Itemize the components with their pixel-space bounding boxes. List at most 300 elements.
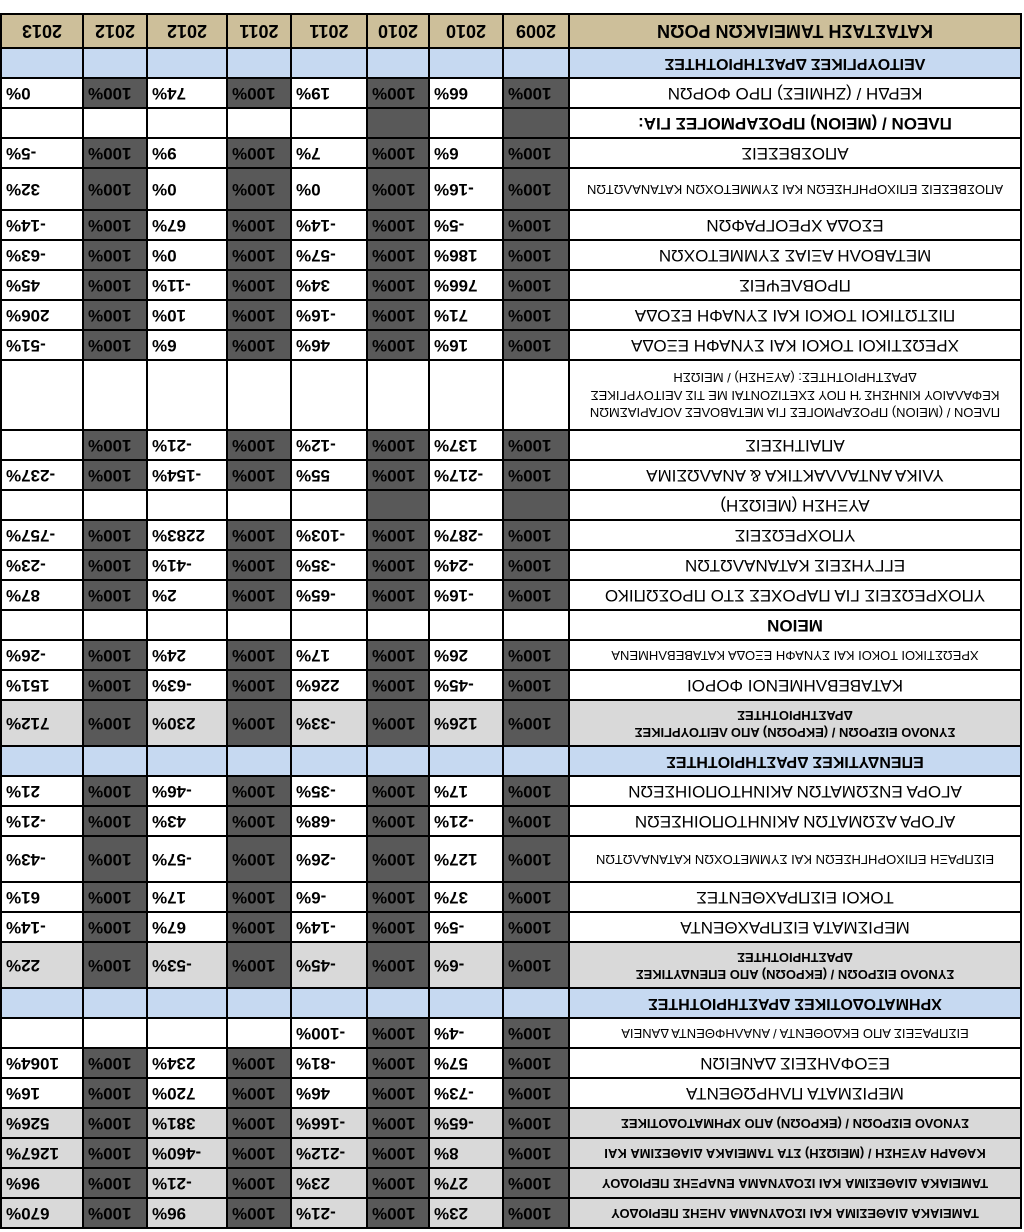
value-cell: 100% xyxy=(367,550,429,580)
value-cell: -43% xyxy=(1,836,83,882)
value-cell: 100% xyxy=(367,270,429,300)
value-cell: 100% xyxy=(227,430,291,460)
value-cell: -46% xyxy=(147,776,227,806)
row-label-line: ΣΥΝΟΛΟ ΕΙΣΡΟΩΝ / (ΕΚΡΟΩΝ) ΑΠΟ ΧΡΗΜΑΤΟΔΟΤΙΚΕΣ xyxy=(621,1116,969,1132)
value-cell: 46% xyxy=(291,1078,367,1108)
row-label: ΑΠΟΣΒΕΣΕΙΣ xyxy=(569,138,1021,168)
value-cell xyxy=(1,108,83,138)
value-cell xyxy=(147,610,227,640)
value-cell: 100% xyxy=(83,300,147,330)
value-cell: -212% xyxy=(291,1138,367,1168)
value-cell: 100% xyxy=(83,1048,147,1078)
value-cell xyxy=(291,360,367,430)
value-cell: 100% xyxy=(83,1168,147,1198)
value-cell: -12% xyxy=(291,430,367,460)
value-cell: 100% xyxy=(227,776,291,806)
value-cell: 100% xyxy=(367,1168,429,1198)
value-cell: -287% xyxy=(429,520,503,550)
row-label: ΥΠΟΧΡΕΩΣΕΙΣ ΓΙΑ ΠΑΡΟΧΕΣ ΣΤΟ ΠΡΟΣΩΠΙΚΟ xyxy=(569,580,1021,610)
value-cell: 23% xyxy=(429,1198,503,1228)
value-cell: 712% xyxy=(1,700,83,746)
value-cell: 230% xyxy=(147,700,227,746)
value-cell: -21% xyxy=(147,1168,227,1198)
value-cell: 57% xyxy=(429,1048,503,1078)
year-header: 2011 xyxy=(227,14,291,48)
section-row xyxy=(1,746,1021,776)
value-cell: -45% xyxy=(429,670,503,700)
value-cell: 100% xyxy=(367,776,429,806)
value-cell xyxy=(367,490,429,520)
value-cell: -26% xyxy=(291,836,367,882)
value-cell: 100% xyxy=(503,776,569,806)
row-label xyxy=(569,700,1021,746)
value-cell xyxy=(367,746,429,776)
value-cell: 100% xyxy=(367,1108,429,1138)
row-label: ΧΡΕΩΣΤΙΚΟΙ ΤΟΚΟΙ ΚΑΙ ΣΥΝΑΦΗ ΕΞΟΔΑ xyxy=(569,330,1021,360)
table-row xyxy=(1,270,1021,300)
value-cell xyxy=(83,48,147,78)
value-cell: 526% xyxy=(1,1108,83,1138)
value-cell xyxy=(83,746,147,776)
table-row xyxy=(1,1078,1021,1108)
value-cell: 100% xyxy=(83,460,147,490)
value-cell: 17% xyxy=(291,640,367,670)
cash-flow-table xyxy=(0,13,1022,1229)
value-cell: -26% xyxy=(1,640,83,670)
row-label: ΕΙΣΠΡΑΞΕΙΣ ΑΠΟ ΕΚΔΟΘΕΝΤΑ / ΑΝΑΛΗΦΘΕΝΤΑ ΔΑΝΕΙΑ xyxy=(569,1018,1021,1048)
row-label: ΑΥΞΗΣΗ (ΜΕΙΩΣΗ) xyxy=(569,490,1021,520)
value-cell: -73% xyxy=(429,1078,503,1108)
value-cell xyxy=(1,360,83,430)
value-cell: -16% xyxy=(291,300,367,330)
value-cell: 100% xyxy=(367,640,429,670)
row-label: ΜΕΡΙΣΜΑΤΑ ΕΙΣΠΡΑΧΘΕΝΤΑ xyxy=(569,912,1021,942)
value-cell: 100% xyxy=(83,78,147,108)
value-cell xyxy=(503,610,569,640)
value-cell: 21% xyxy=(1,776,83,806)
row-label: ΤΟΚΟΙ ΕΙΣΠΡΑΧΘΕΝΤΕΣ xyxy=(569,882,1021,912)
value-cell: 19% xyxy=(291,78,367,108)
value-cell: -4% xyxy=(429,1018,503,1048)
value-cell: 100% xyxy=(503,580,569,610)
value-cell: -21% xyxy=(429,806,503,836)
value-cell xyxy=(367,108,429,138)
value-cell: 100% xyxy=(83,882,147,912)
value-cell: 100% xyxy=(227,138,291,168)
value-cell xyxy=(1,490,83,520)
value-cell xyxy=(227,610,291,640)
year-header: 2012 xyxy=(83,14,147,48)
value-cell: 100% xyxy=(83,912,147,942)
value-cell xyxy=(83,1018,147,1048)
value-cell: 100% xyxy=(227,806,291,836)
value-cell: -53% xyxy=(147,942,227,988)
total-row xyxy=(1,700,1021,746)
value-cell: 100% xyxy=(503,912,569,942)
value-cell: 100% xyxy=(83,330,147,360)
row-label: ΠΡΟΒΛΕΨΕΙΣ xyxy=(569,270,1021,300)
value-cell: 100% xyxy=(503,640,569,670)
value-cell: 17% xyxy=(147,882,227,912)
value-cell: 100% xyxy=(227,700,291,746)
value-cell: 0% xyxy=(147,240,227,270)
value-cell: 100% xyxy=(503,882,569,912)
value-cell: -460% xyxy=(147,1138,227,1168)
row-label: ΜΕΙΟΝ xyxy=(569,610,1021,640)
value-cell: -63% xyxy=(147,670,227,700)
value-cell: -51% xyxy=(1,330,83,360)
value-cell: -5% xyxy=(429,210,503,240)
table-row xyxy=(1,550,1021,580)
row-label: ΚΕΡΔΗ / (ΖΗΜΙΕΣ) ΠΡΟ ΦΟΡΩΝ xyxy=(569,78,1021,108)
value-cell xyxy=(367,610,429,640)
row-label-line: ΔΡΑΣΤΗΡΙΟΤΗΤΕΣ xyxy=(737,950,853,965)
value-cell xyxy=(147,490,227,520)
value-cell: 1267% xyxy=(1,1138,83,1168)
value-cell: 100% xyxy=(367,430,429,460)
value-cell: 100% xyxy=(367,942,429,988)
value-cell: -237% xyxy=(1,460,83,490)
value-cell xyxy=(147,988,227,1018)
value-cell: -65% xyxy=(291,580,367,610)
value-cell: -14% xyxy=(1,912,83,942)
row-label: ΠΛΕΟΝ / (ΜΕΙΟΝ) ΠΡΟΣΑΡΜΟΓΕΣ ΓΙΑ: xyxy=(569,108,1021,138)
table-row xyxy=(1,78,1021,108)
value-cell: -757% xyxy=(1,520,83,550)
table-row xyxy=(1,580,1021,610)
value-cell xyxy=(367,360,429,430)
value-cell: 100% xyxy=(367,138,429,168)
row-label: ΚΑΤΑΒΕΒΛΗΜΕΝΟΙ ΦΟΡΟΙ xyxy=(569,670,1021,700)
row-label: ΥΛΙΚΑ ΑΝΤΑΛΛΑΚΤΙΚΑ & ΑΝΑΛΩΣΙΜΑ xyxy=(569,460,1021,490)
value-cell: 137% xyxy=(429,430,503,460)
value-cell: 100% xyxy=(227,210,291,240)
value-cell: 100% xyxy=(227,78,291,108)
value-cell xyxy=(429,360,503,430)
value-cell xyxy=(147,746,227,776)
value-cell: 100% xyxy=(503,1018,569,1048)
value-cell: 2% xyxy=(147,580,227,610)
value-cell xyxy=(227,360,291,430)
value-cell: 74% xyxy=(147,78,227,108)
row-label: ΕΣΟΔΑ ΧΡΕΟΓΡΑΦΩΝ xyxy=(569,210,1021,240)
value-cell: -23% xyxy=(1,550,83,580)
value-cell xyxy=(429,490,503,520)
row-label: ΛΕΙΤΟΥΡΓΙΚΕΣ ΔΡΑΣΤΗΡΙΟΤΗΤΕΣ xyxy=(569,48,1021,78)
value-cell xyxy=(1,988,83,1018)
table-row xyxy=(1,640,1021,670)
table-row xyxy=(1,460,1021,490)
value-cell: 100% xyxy=(503,168,569,210)
row-label: ΑΠΟΣΒΕΣΕΙΣ ΕΠΙΧΟΡΗΓΗΣΕΩΝ ΚΑΙ ΣΥΜΜΕΤΟΧΩΝ ΚΑΤΑΝΑΛΩΤΩΝ xyxy=(569,168,1021,210)
value-cell: 46% xyxy=(291,330,367,360)
value-cell: 17% xyxy=(429,776,503,806)
value-cell: 766% xyxy=(429,270,503,300)
value-cell: 100% xyxy=(227,1078,291,1108)
row-label xyxy=(569,1168,1021,1198)
value-cell: 100% xyxy=(227,836,291,882)
value-cell: -14% xyxy=(291,210,367,240)
value-cell: 100% xyxy=(367,836,429,882)
value-cell: 206% xyxy=(1,300,83,330)
value-cell xyxy=(291,48,367,78)
value-cell xyxy=(83,360,147,430)
value-cell: 100% xyxy=(367,240,429,270)
value-cell xyxy=(227,490,291,520)
value-cell: 100% xyxy=(503,942,569,988)
value-cell: 100% xyxy=(83,836,147,882)
value-cell: 100% xyxy=(83,1198,147,1228)
value-cell: -35% xyxy=(291,550,367,580)
value-cell: 100% xyxy=(227,1168,291,1198)
value-cell: 670% xyxy=(1,1198,83,1228)
value-cell: -63% xyxy=(1,240,83,270)
value-cell: 100% xyxy=(83,942,147,988)
value-cell: 7% xyxy=(291,138,367,168)
table-row xyxy=(1,912,1021,942)
value-cell: 26% xyxy=(429,640,503,670)
value-cell: -5% xyxy=(429,912,503,942)
value-cell: 100% xyxy=(83,1138,147,1168)
value-cell: -11% xyxy=(147,270,227,300)
value-cell: 100% xyxy=(367,300,429,330)
value-cell: 100% xyxy=(367,1198,429,1228)
value-cell: 34% xyxy=(291,270,367,300)
value-cell: -217% xyxy=(429,460,503,490)
value-cell xyxy=(83,988,147,1018)
value-cell: 100% xyxy=(367,460,429,490)
value-cell xyxy=(503,48,569,78)
value-cell: 100% xyxy=(503,1138,569,1168)
value-cell xyxy=(429,610,503,640)
value-cell xyxy=(227,988,291,1018)
row-label: ΕΓΓΥΗΣΕΙΣ ΚΑΤΑΝΑΛΩΤΩΝ xyxy=(569,550,1021,580)
total-row xyxy=(1,1198,1021,1228)
year-header: 2009 xyxy=(503,14,569,48)
value-cell: 37% xyxy=(429,882,503,912)
value-cell: 186% xyxy=(429,240,503,270)
value-cell xyxy=(147,360,227,430)
table-row xyxy=(1,670,1021,700)
value-cell: 100% xyxy=(503,138,569,168)
value-cell: 100% xyxy=(83,806,147,836)
value-cell: 100% xyxy=(367,670,429,700)
value-cell: 100% xyxy=(227,640,291,670)
value-cell: 100% xyxy=(227,670,291,700)
value-cell: 100% xyxy=(227,1198,291,1228)
value-cell: 0% xyxy=(147,168,227,210)
value-cell: 22% xyxy=(1,942,83,988)
row-label: ΜΕΤΑΒΟΛΗ ΑΞΙΑΣ ΣΥΜΜΕΤΟΧΩΝ xyxy=(569,240,1021,270)
value-cell xyxy=(1,1018,83,1048)
value-cell xyxy=(503,490,569,520)
value-cell xyxy=(291,746,367,776)
value-cell xyxy=(147,1018,227,1048)
value-cell xyxy=(227,108,291,138)
table-row xyxy=(1,330,1021,360)
value-cell: 100% xyxy=(83,430,147,460)
value-cell: 100% xyxy=(83,520,147,550)
table-row xyxy=(1,108,1021,138)
value-cell xyxy=(83,490,147,520)
value-cell xyxy=(429,988,503,1018)
value-cell: -57% xyxy=(291,240,367,270)
value-cell xyxy=(291,490,367,520)
value-cell: 151% xyxy=(1,670,83,700)
value-cell: 100% xyxy=(503,270,569,300)
value-cell: 43% xyxy=(147,806,227,836)
value-cell: -45% xyxy=(291,942,367,988)
value-cell xyxy=(503,360,569,430)
total-row xyxy=(1,1138,1021,1168)
value-cell: 100% xyxy=(227,1048,291,1078)
value-cell: 100% xyxy=(83,168,147,210)
value-cell xyxy=(1,430,83,460)
value-cell: 100% xyxy=(367,520,429,550)
value-cell: 226% xyxy=(291,670,367,700)
value-cell: -24% xyxy=(429,550,503,580)
value-cell xyxy=(429,746,503,776)
value-cell: 96% xyxy=(1,1168,83,1198)
value-cell: 100% xyxy=(367,912,429,942)
value-cell: 45% xyxy=(1,270,83,300)
value-cell: 100% xyxy=(503,240,569,270)
value-cell: 100% xyxy=(83,240,147,270)
row-label: ΑΠΑΙΤΗΣΕΙΣ xyxy=(569,430,1021,460)
table-row xyxy=(1,520,1021,550)
value-cell: 100% xyxy=(503,550,569,580)
value-cell xyxy=(1,610,83,640)
value-cell: 100% xyxy=(227,942,291,988)
value-cell: 16% xyxy=(429,330,503,360)
value-cell xyxy=(147,108,227,138)
row-label-line: ΔΡΑΣΤΗΡΙΟΤΗΤΕΣ xyxy=(737,708,853,723)
value-cell: 16% xyxy=(1,1078,83,1108)
value-cell: 126% xyxy=(429,700,503,746)
table-row xyxy=(1,300,1021,330)
value-cell: 0% xyxy=(1,78,83,108)
value-cell: 100% xyxy=(503,78,569,108)
value-cell: -21% xyxy=(1,806,83,836)
year-header: 2012 xyxy=(147,14,227,48)
value-cell: -6% xyxy=(429,942,503,988)
value-cell xyxy=(83,108,147,138)
value-cell: 100% xyxy=(83,1108,147,1138)
value-cell: 100% xyxy=(367,806,429,836)
row-label xyxy=(569,1198,1021,1228)
value-cell xyxy=(1,746,83,776)
value-cell: 100% xyxy=(367,1078,429,1108)
value-cell: 100% xyxy=(367,78,429,108)
value-cell: -100% xyxy=(291,1018,367,1048)
value-cell: 100% xyxy=(503,1168,569,1198)
value-cell: 100% xyxy=(227,240,291,270)
table-row xyxy=(1,882,1021,912)
value-cell: 100% xyxy=(367,330,429,360)
header-row xyxy=(1,14,1021,48)
row-label: ΕΞΟΦΛΗΣΕΙΣ ΔΑΝΕΙΩΝ xyxy=(569,1048,1021,1078)
table-row xyxy=(1,836,1021,882)
value-cell: 100% xyxy=(367,1138,429,1168)
value-cell: 100% xyxy=(83,550,147,580)
value-cell: 100% xyxy=(83,670,147,700)
value-cell xyxy=(503,988,569,1018)
table-row xyxy=(1,168,1021,210)
value-cell: 87% xyxy=(1,580,83,610)
value-cell: 10% xyxy=(147,300,227,330)
value-cell: 100% xyxy=(227,1108,291,1138)
table-row xyxy=(1,490,1021,520)
value-cell: 100% xyxy=(367,210,429,240)
row-label-line: ΣΥΝΟΛΟ ΕΙΣΡΟΩΝ / (ΕΚΡΟΩΝ) ΑΠΟ ΕΠΕΝΔΥΤΙΚΕΣ xyxy=(635,966,955,982)
table-row xyxy=(1,138,1021,168)
value-cell: 100% xyxy=(367,1018,429,1048)
value-cell xyxy=(503,108,569,138)
section-row xyxy=(1,48,1021,78)
row-label xyxy=(569,942,1021,988)
value-cell: 55% xyxy=(291,460,367,490)
value-cell xyxy=(429,108,503,138)
row-label: ΧΡΗΜΑΤΟΔΟΤΙΚΕΣ ΔΡΑΣΤΗΡΙΟΤΗΤΕΣ xyxy=(569,988,1021,1018)
value-cell: 100% xyxy=(503,806,569,836)
section-row xyxy=(1,988,1021,1018)
row-label: ΕΙΣΠΡΑΞΗ ΕΠΙΧΟΡΗΓΗΣΕΩΝ ΚΑΙ ΣΥΜΜΕΤΟΧΩΝ ΚΑΤΑΝΑΛΩΤΩΝ xyxy=(569,836,1021,882)
value-cell xyxy=(503,746,569,776)
row-label-line: ΤΑΜΕΙΑΚΑ ΔΙΑΘΕΣΙΜΑ ΚΑΙ ΙΣΟΔΥΝΑΜΑ ΛΗΞΗΣ ΠΕΡΙΟΔΟΥ xyxy=(611,1206,979,1222)
value-cell xyxy=(367,988,429,1018)
value-cell: 720% xyxy=(147,1078,227,1108)
value-cell: -14% xyxy=(1,210,83,240)
value-cell: 100% xyxy=(83,640,147,670)
table-row xyxy=(1,360,1021,430)
value-cell: 100% xyxy=(83,776,147,806)
value-cell xyxy=(367,48,429,78)
value-cell: 100% xyxy=(227,1138,291,1168)
row-label xyxy=(569,1138,1021,1168)
value-cell: 100% xyxy=(503,670,569,700)
value-cell: 66% xyxy=(429,78,503,108)
row-label: ΑΓΟΡΑ ΑΣΩΜΑΤΩΝ ΑΚΙΝΗΤΟΠΟΙΗΣΕΩΝ xyxy=(569,806,1021,836)
value-cell xyxy=(227,1018,291,1048)
value-cell xyxy=(291,108,367,138)
value-cell: -41% xyxy=(147,550,227,580)
value-cell: 100% xyxy=(227,270,291,300)
value-cell: -21% xyxy=(147,430,227,460)
value-cell: 100% xyxy=(503,210,569,240)
value-cell: -21% xyxy=(291,1198,367,1228)
value-cell xyxy=(429,48,503,78)
value-cell xyxy=(227,48,291,78)
value-cell: 100% xyxy=(83,580,147,610)
value-cell: 381% xyxy=(147,1108,227,1138)
value-cell: 100% xyxy=(503,430,569,460)
value-cell: 100% xyxy=(503,1078,569,1108)
value-cell: 100% xyxy=(503,300,569,330)
value-cell: 23% xyxy=(291,1168,367,1198)
value-cell: 100% xyxy=(503,836,569,882)
value-cell: 234% xyxy=(147,1048,227,1078)
value-cell xyxy=(83,610,147,640)
value-cell: -154% xyxy=(147,460,227,490)
value-cell: 100% xyxy=(83,210,147,240)
row-label: ΥΠΟΧΡΕΩΣΕΙΣ xyxy=(569,520,1021,550)
value-cell: -65% xyxy=(429,1108,503,1138)
table-row xyxy=(1,1018,1021,1048)
value-cell: -57% xyxy=(147,836,227,882)
table-row xyxy=(1,240,1021,270)
value-cell: 9% xyxy=(147,138,227,168)
value-cell: 100% xyxy=(227,550,291,580)
